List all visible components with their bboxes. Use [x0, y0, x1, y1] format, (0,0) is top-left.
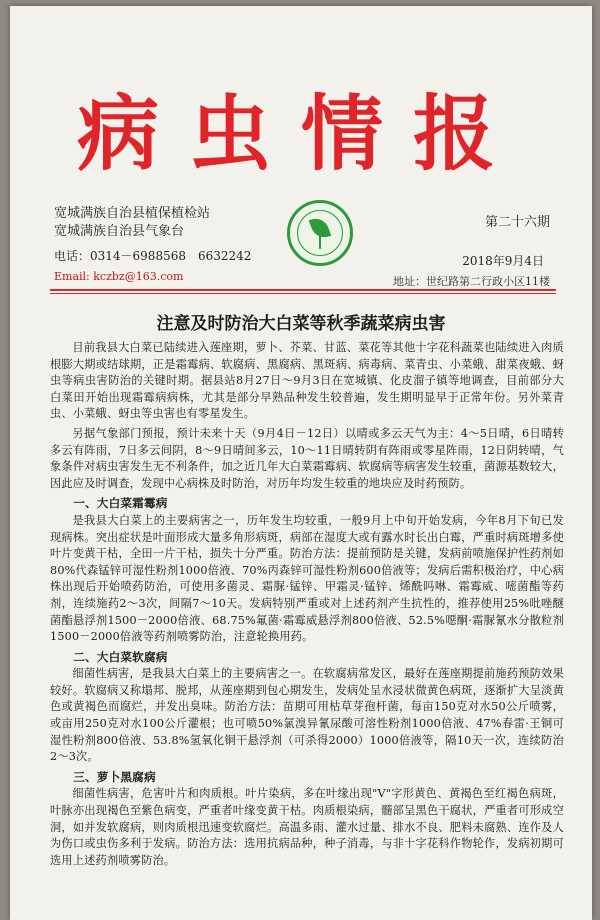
- issuer-email: Email: kczbz@163.com: [54, 270, 184, 283]
- header-divider: [50, 289, 556, 291]
- paragraph: 目前我县大白菜已陆续进入莲座期，萝卜、芥菜、甘蓝、菜花等其他十字花科蔬菜也陆续进入肉质根膨大期或结球期，正是霜霉病、软腐病、黑腐病、黑斑病、病毒病、菜青虫、小菜蛾、甜菜夜蛾、蚜虫等病虫害防治的关键时期。据县站8月27日～9月3日在宽城镇、化皮溜子镇等地调查，目前部分大白菜田开始出现霜霉病病株，尤其是部分早熟品种发生较普遍，发生期明显早于正常年份。另外菜青虫、小菜蛾、蚜虫等虫害也有零星发生。: [50, 341, 564, 421]
- section-text: 细菌性病害，是我县大白菜上的主要病害之一。在软腐病常发区，最好在莲座期提前施药预防效果较好。软腐病又称塌邦、脱邦，从莲座期到包心期发生，发病处呈水浸状微黄色病斑，逐渐扩大呈淡黄色或黄褐色而腐烂，并发出臭味。防治方法：苗期可用枯草芽孢杆菌，每亩150克对水50公斤喷雾，或亩用250克对水100公斤灌根；也可喷50%氯溴异氰尿酸可溶性粉剂1000倍液、47%春雷·王铜可湿性粉剂800倍液、53.8%氢氧化铜干悬浮剂（可杀得2000）1000倍液等，隔10天一次，连续防治2～3次。: [50, 667, 564, 764]
- section-heading: 一、大白菜霜霉病: [73, 496, 168, 511]
- bulletin-paper: [10, 6, 592, 920]
- section-heading: 二、大白菜软腐病: [73, 649, 168, 664]
- header-divider-thin: [50, 293, 556, 294]
- issuer-address: 地址：世纪路第二行政小区11楼: [393, 275, 550, 288]
- masthead-title: 病虫情报: [76, 86, 525, 182]
- emblem-stem: [319, 233, 321, 249]
- section-text: 细菌性病害，危害叶片和肉质根。叶片染病，多在叶缘出现"V"字形黄色、黄褐色至红褐色病斑，叶脉亦出现褐色至紫色病变，严重者叶缘变黄干枯。肉质根染病，髓部呈黑色干腐状，严重者可形成空洞，如并发软腐病，则肉质根迅速变软腐烂。高温多雨、灌水过量、排水不良、肥料未腐熟、连作及人为伤口或虫伤多利于发病。防治方法：选用抗病品种，种子消毒，与非十字花科作物轮作，发病初期可选用上述药剂喷雾防治。: [50, 787, 564, 867]
- paragraph: 另据气象部门预报，预计未来十天（9月4日－12日）以晴或多云天气为主：4～5日晴，6日晴转多云有阵雨，7日多云间阴，8～9日晴间多云，10～11日晴转阴有阵雨或零星阵雨，12日阴转晴，气象条件对病虫害发生无不利条件，加之近几年大白菜霜霉病、软腐病等病害发生较重，菌源基数较大，因此应及时调查，发现中心病株及时防治，对历年均发生较重的地块应及时药预防。: [50, 426, 564, 490]
- plant-protection-emblem-icon: [287, 200, 353, 266]
- issuer-org-2: 宽城满族自治县气象台: [54, 224, 185, 239]
- issuer-phone: 电话：0314－6988568 6632242: [54, 249, 252, 263]
- section-text: 是我县大白菜上的主要病害之一，历年发生均较重，一般9月上中旬开始发病，今年8月下旬已发现病株。突出症状是叶面形成大量多角形病斑，病部在湿度大或有露水时长出白霉，严重时病斑增多使叶片变黄干枯，全田一片干枯，损失十分严重。防治方法：提前预防是关键，发病前喷施保护性药剂如80%代森锰锌可湿性粉剂1000倍液、70%丙森锌可湿性粉剂600倍液等；发病后需积极治疗，中心病株出现后开始喷药防治，可使用多菌灵、霜脲·锰锌、甲霜灵·锰锌、烯酰吗啉、霜霉威、嘧菌酯等药剂，连续施药2～3次，间隔7～10天。发病特别严重或对上述药剂产生抗性的，推荐使用25%吡唑醚菌酯悬浮剂1500－2000倍液、68.75%氟菌·霜霉威悬浮剂800倍液、52.5%噁酮·霜脲氰水分散粒剂1500－2000倍液等药剂喷雾防治，注意轮换用药。: [50, 513, 564, 644]
- article-title: 注意及时防治大白菜等秋季蔬菜病虫害: [156, 314, 446, 334]
- issue-date: 2018年9月4日: [462, 254, 544, 268]
- section-heading: 三、萝卜黑腐病: [73, 769, 156, 784]
- issue-number: 第二十六期: [484, 215, 550, 230]
- article-body: [50, 340, 564, 872]
- issuer-org-1: 宽城满族自治县植保植检站: [54, 206, 211, 221]
